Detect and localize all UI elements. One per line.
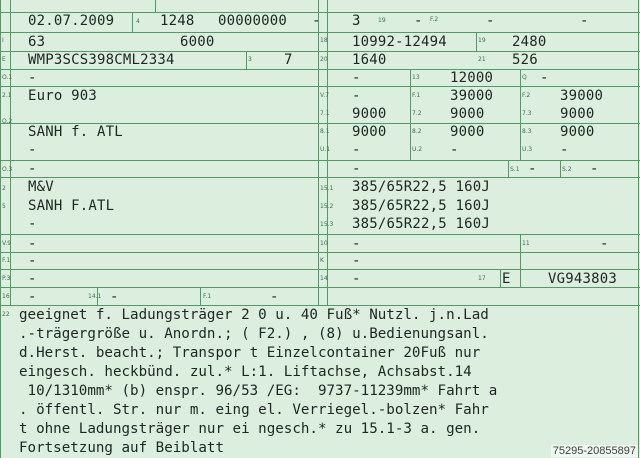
dash-field: -: [28, 236, 37, 252]
cell-divider: [155, 0, 156, 12]
field-code: 3: [248, 56, 252, 63]
field-code: 8.2: [412, 128, 422, 135]
dash-field: -: [600, 236, 609, 252]
field-code: F.1: [412, 92, 421, 99]
axle-load: 9000: [352, 124, 387, 140]
field-code: U.2: [412, 146, 423, 153]
value-12000: 12000: [450, 70, 494, 86]
value-1640: 1640: [352, 52, 387, 68]
dash-field: -: [486, 13, 495, 29]
field-code: 19: [378, 17, 386, 24]
watermark-id: 75295-20855897: [552, 445, 636, 457]
tyre-size: 385/65R22,5 160J: [352, 198, 491, 214]
value-526: 526: [512, 52, 538, 68]
field-code: O.2: [2, 118, 13, 125]
grid-line: [0, 305, 640, 306]
field-code: 17: [478, 275, 486, 282]
value-39000: 39000: [560, 88, 604, 104]
dash-field: -: [540, 70, 549, 86]
type-designation: SANH F.ATL: [28, 198, 115, 214]
value-39000: 39000: [450, 88, 494, 104]
field-code: 22: [2, 311, 10, 318]
field-code: 20: [320, 56, 328, 63]
dash-field: -: [352, 253, 361, 269]
grid-line: [0, 177, 640, 178]
dash-field: -: [352, 88, 361, 104]
field-3-value: 3: [352, 13, 361, 29]
grid-line: [0, 86, 640, 87]
field-code: S.2: [562, 166, 572, 173]
value-63: 63: [28, 34, 46, 50]
grid-line: [0, 269, 640, 270]
field-code: 14.1: [88, 293, 102, 300]
remark-line: t ohne Ladungsträger nur ei ngesch.* zu 15.1-3 a. gen.: [19, 421, 481, 437]
grid-line: [0, 234, 640, 235]
remark-line: .-trägergröße u. Anordn.; ( F2.) , (8) u.Bedienungsanl.: [19, 326, 489, 342]
grid-line: [0, 32, 640, 33]
dash-field: -: [580, 13, 589, 29]
cell-divider: [246, 51, 247, 69]
zero-number: 00000000: [218, 13, 288, 29]
cell-divider: [508, 160, 509, 177]
tyre-size: 385/65R22,5 160J: [352, 179, 491, 195]
euro-emission: Euro 903: [28, 88, 98, 104]
field-code: 2: [2, 185, 6, 192]
dash-field: -: [28, 271, 37, 287]
dash-field: -: [352, 236, 361, 252]
dash-field: -: [352, 142, 361, 158]
field-code: 10: [320, 240, 328, 247]
code-1248: 1248: [160, 13, 195, 29]
axle-load: 9000: [352, 106, 387, 122]
field-code: V.7: [320, 92, 330, 99]
field-code: 14: [320, 275, 328, 282]
make-designation: SANH f. ATL: [28, 124, 123, 140]
field-code: 15.1: [320, 185, 334, 192]
vin: WMP3SCS398CML2334: [28, 52, 175, 68]
field-code: O.1: [2, 74, 13, 81]
middle-separator: [318, 0, 319, 305]
field-code: S.1: [510, 166, 520, 173]
field-code: 21: [478, 56, 486, 63]
dash-field: -: [352, 161, 361, 177]
dash-field: -: [352, 271, 361, 287]
cell-divider: [200, 287, 201, 305]
cell-divider: [500, 269, 501, 287]
dash-field: -: [28, 70, 37, 86]
cell-divider: [410, 69, 411, 160]
field-code: 15.3: [320, 221, 334, 228]
field-code: V.9: [2, 240, 12, 247]
field-code: Q: [522, 74, 527, 81]
field-code: U.1: [320, 146, 331, 153]
axle-load: 9000: [560, 106, 595, 122]
cell-divider: [560, 160, 561, 177]
grid-line: [0, 160, 640, 161]
field-code: 8.1: [320, 128, 330, 135]
field-code: 11: [522, 240, 530, 247]
field-code: 16: [2, 293, 10, 300]
remark-line: eingesch. heckbünd. zul.* L:1. Liftachse, Achsabst.14: [19, 364, 472, 380]
cell-divider: [520, 69, 521, 160]
grid-line: [0, 252, 640, 253]
cell-divider: [132, 12, 133, 32]
manufacturer: M&V: [28, 179, 54, 195]
grid-line: [0, 287, 640, 288]
dash-field: -: [414, 13, 423, 29]
registration-date: 02.07.2009: [28, 13, 115, 29]
value-2480: 2480: [512, 34, 547, 50]
remark-line: . öffentl. Str. nur m. eing el. Verriegel.-bolzen* Fahr: [19, 402, 489, 418]
dash-field: -: [28, 161, 37, 177]
field-code: F.2: [522, 92, 531, 99]
field-code: 2.1: [2, 92, 12, 99]
axle-load: 9000: [450, 106, 485, 122]
remark-line: d.Herst. beacht.; Transpor t Einzelcontainer 20Fuß nur: [19, 345, 481, 361]
field-code: 15.2: [320, 203, 334, 210]
dash-field: -: [450, 142, 459, 158]
dash-field: -: [28, 253, 37, 269]
field-code: 13: [412, 74, 420, 81]
dash-field: -: [270, 289, 279, 305]
dash-field: -: [528, 161, 537, 177]
value-6000: 6000: [180, 34, 215, 50]
stamp-e: E: [502, 271, 511, 287]
axle-load: 9000: [450, 124, 485, 140]
field-code: 18: [320, 37, 328, 44]
remark-line: 10/1310mm* (b) enspr. 96/53 /EG: 9737-11239mm* Fahrt a: [19, 383, 498, 399]
field-code: F.2: [430, 16, 439, 23]
dash-field: -: [28, 142, 37, 158]
field-code: O.3: [2, 166, 13, 173]
weight-range: 10992-12494: [352, 34, 447, 50]
field-code: 7.2: [412, 110, 422, 117]
field-code: 7.1: [320, 110, 330, 117]
tyre-size: 385/65R22,5 160J: [352, 216, 491, 232]
remark-line: Fortsetzung auf Beiblatt: [19, 440, 224, 456]
dash-field: -: [560, 142, 569, 158]
remark-line: geeignet f. Ladungsträger 2 0 u. 40 Fuß* Nutzl. j.n.Lad: [19, 307, 489, 323]
field-code: F.1: [2, 257, 11, 264]
field-code: 19: [478, 37, 486, 44]
dash-field: -: [590, 161, 599, 177]
dash-field: -: [110, 289, 119, 305]
vg-number: VG943803: [548, 271, 618, 287]
field-code: E: [2, 56, 6, 63]
field-code: 5: [2, 203, 6, 210]
value-7: 7: [284, 52, 293, 68]
dash-field: -: [28, 289, 37, 305]
cell-divider: [520, 234, 521, 287]
field-code: F.1: [203, 293, 212, 300]
field-code: K: [320, 257, 324, 264]
field-code: U.3: [522, 146, 533, 153]
dash-field: -: [28, 216, 37, 232]
field-code: I: [2, 37, 4, 44]
field-code: 4: [136, 18, 140, 25]
dash-field: -: [312, 13, 321, 29]
field-code: 7.3: [522, 110, 532, 117]
dash-field: -: [352, 70, 361, 86]
cell-divider: [476, 32, 477, 51]
field-code: P.3: [2, 275, 11, 282]
field-code: 8.3: [522, 128, 532, 135]
axle-load: 9000: [560, 124, 595, 140]
